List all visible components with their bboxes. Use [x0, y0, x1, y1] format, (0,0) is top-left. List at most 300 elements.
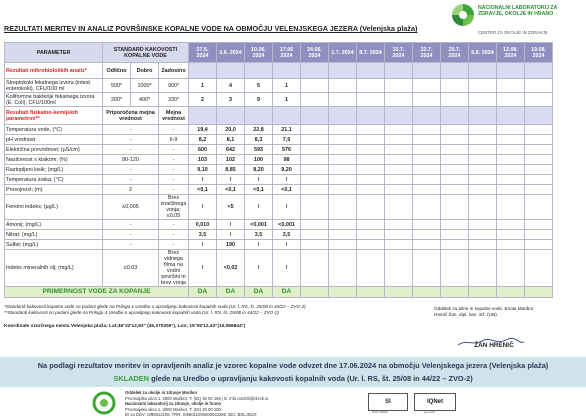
value-cell [385, 145, 413, 155]
value-cell [385, 175, 413, 185]
value-cell: / [273, 175, 301, 185]
value-cell: <0,1 [189, 185, 217, 195]
value-cell [217, 63, 245, 79]
department-line: Oddelek za pitne in kopalne vode, Enota Maribor [434, 306, 534, 311]
value-cell [469, 107, 497, 125]
value-cell [329, 175, 357, 185]
value-cell [413, 155, 441, 165]
value-cell [497, 185, 525, 195]
value-cell: / [245, 240, 273, 250]
value-cell [413, 79, 441, 93]
value-cell: 3 [217, 93, 245, 107]
value-cell [497, 195, 525, 220]
phys-row [5, 230, 553, 240]
limit-value: - [159, 185, 189, 195]
value-cell [497, 145, 525, 155]
nlzoh-logo [452, 2, 584, 44]
limit-value: Brez vidnega filma na vodni površini in brez vonja [159, 250, 189, 287]
micro-section-title: Rezultati mikrobioloških analiz* [5, 63, 103, 79]
conformity-value [497, 287, 525, 298]
conformity-value [329, 287, 357, 298]
phys-section-title: Rezultati fizikalno-kemijskih parametrov** [5, 107, 103, 125]
date-header: 17.06 2024 [273, 43, 301, 63]
value-cell [301, 230, 329, 240]
value-cell [441, 125, 469, 135]
footer-contacts [125, 390, 365, 418]
std-zadostno: 330* [159, 93, 189, 107]
logo-subtitle: CENTER ZA OKOLJE IN ZDRAVJE [478, 30, 548, 35]
date-header: 29.7. 2024 [441, 43, 469, 63]
param-name: Amonij; (mg/L) [5, 220, 103, 230]
value-cell [329, 250, 357, 287]
value-cell: / [217, 220, 245, 230]
std-dobro: 400* [131, 93, 159, 107]
value-cell: 9 [245, 93, 273, 107]
recommended-value: - [103, 165, 159, 175]
value-cell [385, 195, 413, 220]
footnotes [4, 304, 434, 316]
value-cell [441, 107, 469, 125]
value-cell: / [273, 195, 301, 220]
value-cell: <0,02 [217, 250, 245, 287]
micro-row [5, 93, 553, 107]
param-name: Prosojnost; (m) [5, 185, 103, 195]
value-cell [189, 63, 217, 79]
value-cell [189, 107, 217, 125]
value-cell: 3,5 [273, 230, 301, 240]
conformity-value: DA [189, 287, 217, 298]
value-cell [497, 63, 525, 79]
value-cell [329, 220, 357, 230]
value-cell [497, 125, 525, 135]
value-cell [357, 145, 385, 155]
value-cell: 100 [245, 155, 273, 165]
value-cell [301, 145, 329, 155]
standard-header: STANDARD KAKOVOSTI KOPALNE VODE [103, 43, 189, 63]
value-cell: 593 [245, 145, 273, 155]
value-cell [301, 220, 329, 230]
value-cell [413, 93, 441, 107]
phys-row [5, 135, 553, 145]
value-cell [441, 220, 469, 230]
value-cell [385, 135, 413, 145]
value-cell [385, 165, 413, 175]
value-cell: 9,20 [273, 165, 301, 175]
value-cell [497, 135, 525, 145]
value-cell [329, 63, 357, 79]
value-cell [441, 63, 469, 79]
phys-col-limit: Mejna vrednost [159, 107, 189, 125]
value-cell: 642 [217, 145, 245, 155]
value-cell: 2 [189, 93, 217, 107]
param-name: Fenolni indeks; (µg/L) [5, 195, 103, 220]
value-cell [525, 125, 553, 135]
recommended-value: - [103, 220, 159, 230]
value-cell [441, 240, 469, 250]
author-line: Hrenič Žan, dipl. san. inž. (UN) [434, 312, 497, 317]
value-cell [357, 135, 385, 145]
phys-row [5, 240, 553, 250]
micro-row [5, 79, 553, 93]
value-cell [357, 220, 385, 230]
value-cell: / [217, 230, 245, 240]
value-cell [301, 185, 329, 195]
recommended-value: - [103, 240, 159, 250]
phys-row [5, 145, 553, 155]
value-cell [357, 175, 385, 185]
compliance-status: SKLADEN [113, 374, 150, 383]
value-cell [441, 135, 469, 145]
logo-circle-icon [452, 4, 474, 26]
limit-value: Brez značilnega vonja; ≤0,05 [159, 195, 189, 220]
value-cell [301, 240, 329, 250]
value-cell [469, 250, 497, 287]
value-cell: 7,9 [273, 135, 301, 145]
value-cell [413, 107, 441, 125]
value-cell: 4 [217, 79, 245, 93]
footer-line-5: ID za DDV: SI96612195, TRR: SI56011006000043285, BIC: BSLJSI2X [125, 412, 257, 418]
conformity-value [301, 287, 329, 298]
value-cell: 20,0 [217, 125, 245, 135]
value-cell [469, 155, 497, 165]
conclusion-line-1: Na podlagi rezultatov meritev in opravljenih analiz je vzorec kopalne vode odvzet dne 17.06.2024 na območju Velenjskega jezera (Velenjska plaža) [37, 361, 549, 370]
phys-row [5, 165, 553, 175]
value-cell [385, 250, 413, 287]
value-cell [245, 107, 273, 125]
value-cell [301, 165, 329, 175]
logo-text [478, 5, 557, 18]
value-cell: <0,1 [217, 185, 245, 195]
recommended-value: 2 [103, 185, 159, 195]
value-cell [329, 135, 357, 145]
value-cell [525, 165, 553, 175]
micro-section-row [5, 63, 553, 79]
value-cell [357, 125, 385, 135]
limit-value: - [159, 125, 189, 135]
conformity-value: DA [273, 287, 301, 298]
phys-row [5, 220, 553, 230]
conclusion-rest: glede na Uredbo o upravljanju kakovosti kopalnih voda (Ur. l. RS, št. 25/08 in 44/22 – ZVO-2) [149, 374, 473, 383]
value-cell: 190 [217, 240, 245, 250]
limit-value: 6-9 [159, 135, 189, 145]
value-cell [413, 195, 441, 220]
value-cell: / [217, 175, 245, 185]
value-cell: / [273, 240, 301, 250]
value-cell: / [245, 250, 273, 287]
date-header: 12.08. 2024 [497, 43, 525, 63]
value-cell: <0,001 [273, 220, 301, 230]
value-cell [469, 220, 497, 230]
value-cell: <0,1 [245, 185, 273, 195]
cert-label-2: Q-229 [424, 410, 435, 414]
value-cell: 8,20 [245, 165, 273, 175]
conformity-value: DA [245, 287, 273, 298]
std-dobro: 1000* [131, 79, 159, 93]
value-cell [413, 250, 441, 287]
value-cell [525, 250, 553, 287]
value-cell [301, 155, 329, 165]
value-cell [525, 230, 553, 240]
value-cell [301, 107, 329, 125]
value-cell [357, 240, 385, 250]
conformity-row [5, 287, 553, 298]
value-cell [329, 155, 357, 165]
conformity-label: PRIMERNOST VODE ZA KOPANJE [5, 287, 189, 298]
value-cell [273, 107, 301, 125]
conformity-value [525, 287, 553, 298]
value-cell: 22,8 [245, 125, 273, 135]
value-cell [525, 107, 553, 125]
value-cell [301, 63, 329, 79]
date-header: 8.7. 2024 [357, 43, 385, 63]
value-cell [441, 79, 469, 93]
value-cell: 600 [189, 145, 217, 155]
value-cell [441, 165, 469, 175]
micro-col-header: Odlično [103, 63, 131, 79]
limit-value: - [159, 230, 189, 240]
signature-block [434, 306, 584, 318]
value-cell [441, 195, 469, 220]
param-name: Sulfat; (mg/L) [5, 240, 103, 250]
footnote-2: **Standardi kakovosti so podani glede na Prilogo 4 Uredbe o upravljanju kakovosti kopalnih voda (Ur. l. RS, št. 25/08 in 44/22 – ZVO-2) [4, 310, 279, 315]
param-name: Raztopljeni kisik; (mg/L) [5, 165, 103, 175]
footer-logo-icon [92, 391, 118, 415]
value-cell: 8,1 [217, 135, 245, 145]
date-header: 22.7. 2024 [413, 43, 441, 63]
value-cell [357, 185, 385, 195]
value-cell [525, 155, 553, 165]
value-cell [329, 79, 357, 93]
date-header: 5.8. 2024 [469, 43, 497, 63]
value-cell: / [245, 195, 273, 220]
value-cell [301, 135, 329, 145]
value-cell [413, 63, 441, 79]
value-cell [385, 240, 413, 250]
value-cell: 9,10 [189, 165, 217, 175]
value-cell [385, 220, 413, 230]
value-cell [413, 145, 441, 155]
date-header: 24.06. 2024 [301, 43, 329, 63]
param-name: Indeks mineralnih olj; (mg/L) [5, 250, 103, 287]
value-cell [525, 240, 553, 250]
value-cell [441, 93, 469, 107]
value-cell [357, 79, 385, 93]
value-cell [441, 185, 469, 195]
limit-value: - [159, 175, 189, 185]
value-cell [469, 135, 497, 145]
value-cell: 3,5 [189, 230, 217, 240]
param-name: Temperatura zraka; (°C) [5, 175, 103, 185]
value-cell [357, 93, 385, 107]
cert-label-1: ISO 9001 [372, 410, 389, 414]
recommended-value: - [103, 230, 159, 240]
conformity-value: DA [217, 287, 245, 298]
value-cell [441, 155, 469, 165]
param-name: Temperatura vode, (°C) [5, 125, 103, 135]
conclusion-line-2 [0, 374, 586, 383]
value-cell [497, 107, 525, 125]
value-cell: <0,1 [273, 185, 301, 195]
recommended-value: - [103, 135, 159, 145]
value-cell: <0,001 [245, 220, 273, 230]
value-cell: 5 [245, 79, 273, 93]
value-cell: 98 [273, 155, 301, 165]
date-header: 15.7. 2024 [385, 43, 413, 63]
value-cell [301, 125, 329, 135]
value-cell [385, 155, 413, 165]
phys-row [5, 185, 553, 195]
date-header: 19.08. 2024 [525, 43, 553, 63]
value-cell [357, 107, 385, 125]
phys-row [5, 195, 553, 220]
recommended-value: - [103, 145, 159, 155]
value-cell [497, 220, 525, 230]
value-cell [329, 107, 357, 125]
value-cell [357, 230, 385, 240]
value-cell [385, 185, 413, 195]
param-name: Nasičenost s kisikom; (%) [5, 155, 103, 165]
value-cell [329, 195, 357, 220]
signatory-name: ŽAN HRENIČ [474, 342, 514, 349]
value-cell [469, 165, 497, 175]
value-cell [497, 79, 525, 93]
cert-logo-iqnet: IQNet [414, 393, 456, 411]
date-header: 27.5. 2024 [189, 43, 217, 63]
value-cell [385, 79, 413, 93]
value-cell [469, 175, 497, 185]
value-cell [413, 185, 441, 195]
date-header: 10.06. 2024 [245, 43, 273, 63]
value-cell: / [189, 240, 217, 250]
value-cell: 3,5 [245, 230, 273, 240]
param-header: PARAMETER [5, 43, 103, 63]
value-cell [525, 195, 553, 220]
value-cell [301, 93, 329, 107]
value-cell [357, 250, 385, 287]
value-cell: / [273, 250, 301, 287]
sampling-coordinates: Koordinate vzorčnega mesta Velenjska plaža; Lat;46°22'12,93" (46,370259°), Lon; 15°05'12,44"(15,086844°) [4, 324, 246, 329]
value-cell: <5 [217, 195, 245, 220]
value-cell [525, 220, 553, 230]
value-cell [413, 230, 441, 240]
phys-row [5, 250, 553, 287]
value-cell [441, 175, 469, 185]
value-cell [357, 165, 385, 175]
value-cell [301, 175, 329, 185]
value-cell: 8,2 [189, 135, 217, 145]
value-cell [329, 93, 357, 107]
micro-col-header: Dobro [131, 63, 159, 79]
value-cell: 8,85 [217, 165, 245, 175]
value-cell [469, 185, 497, 195]
value-cell [385, 125, 413, 135]
value-cell [413, 175, 441, 185]
value-cell [385, 230, 413, 240]
value-cell [329, 240, 357, 250]
phys-section-row [5, 107, 553, 125]
value-cell: 103 [189, 155, 217, 165]
value-cell: 8,3 [245, 135, 273, 145]
value-cell [441, 250, 469, 287]
value-cell [413, 125, 441, 135]
value-cell [413, 240, 441, 250]
value-cell [497, 240, 525, 250]
footer-line-1: Oddelek za okolje in zdravje Maribor [125, 390, 198, 395]
value-cell: 21,1 [273, 125, 301, 135]
param-name: Nitrat; (mg/L) [5, 230, 103, 240]
value-cell [469, 125, 497, 135]
conformity-value [441, 287, 469, 298]
value-cell [413, 165, 441, 175]
value-cell [469, 195, 497, 220]
value-cell: 1 [273, 79, 301, 93]
value-cell [329, 230, 357, 240]
limit-value: - [159, 240, 189, 250]
value-cell [469, 79, 497, 93]
value-cell: 1 [189, 79, 217, 93]
footer-line-3: Nacionalni laboratorij za zdravje, okolje in hrano [125, 401, 222, 407]
recommended-value: - [103, 125, 159, 135]
micro-col-header: Zadostno [159, 63, 189, 79]
value-cell [525, 185, 553, 195]
value-cell: 576 [273, 145, 301, 155]
conformity-value [413, 287, 441, 298]
std-odlicno: 200* [103, 93, 131, 107]
std-zadostno: 900* [159, 79, 189, 93]
value-cell [525, 93, 553, 107]
phys-row [5, 175, 553, 185]
value-cell [469, 93, 497, 107]
conformity-value [385, 287, 413, 298]
value-cell [525, 135, 553, 145]
value-cell [525, 79, 553, 93]
value-cell [357, 155, 385, 165]
limit-value: - [159, 220, 189, 230]
value-cell [441, 230, 469, 240]
phys-col-recommended: Priporočena mejna vrednost [103, 107, 159, 125]
value-cell [497, 250, 525, 287]
date-header: 3.6. 2024 [217, 43, 245, 63]
value-cell [357, 63, 385, 79]
value-cell [385, 107, 413, 125]
value-cell [217, 107, 245, 125]
limit-value: - [159, 155, 189, 165]
value-cell [441, 145, 469, 155]
recommended-value: ≤0,005 [103, 195, 159, 220]
recommended-value: ≤0,03 [103, 250, 159, 287]
footer-line-2: Prvomajska ulica 1, 2000 Maribor, T: (02) 45 00 166 | E: info.oozmb@nlzoh.si [125, 395, 269, 401]
value-cell: 1 [273, 93, 301, 107]
value-cell: 102 [217, 155, 245, 165]
recommended-value: - [103, 175, 159, 185]
value-cell [497, 165, 525, 175]
value-cell [329, 165, 357, 175]
value-cell [301, 195, 329, 220]
value-cell [329, 125, 357, 135]
footnote-1: *Standardi kakovosti kopalne vode so podani glede na Prilogo 1 Uredbe o upravljanju kakovosti kopalnih voda (Ur. l. RS, št. 25/08 in 44/22 – ZVO-2) [4, 304, 306, 309]
value-cell [525, 63, 553, 79]
param-name: Električna prevodnost; (µS/cm) [5, 145, 103, 155]
value-cell [301, 79, 329, 93]
value-cell [497, 93, 525, 107]
date-header: 1.7. 2024 [329, 43, 357, 63]
value-cell [357, 195, 385, 220]
value-cell [385, 63, 413, 79]
value-cell [469, 240, 497, 250]
recommended-value: 80-120 [103, 155, 159, 165]
value-cell: / [245, 175, 273, 185]
value-cell [497, 230, 525, 240]
